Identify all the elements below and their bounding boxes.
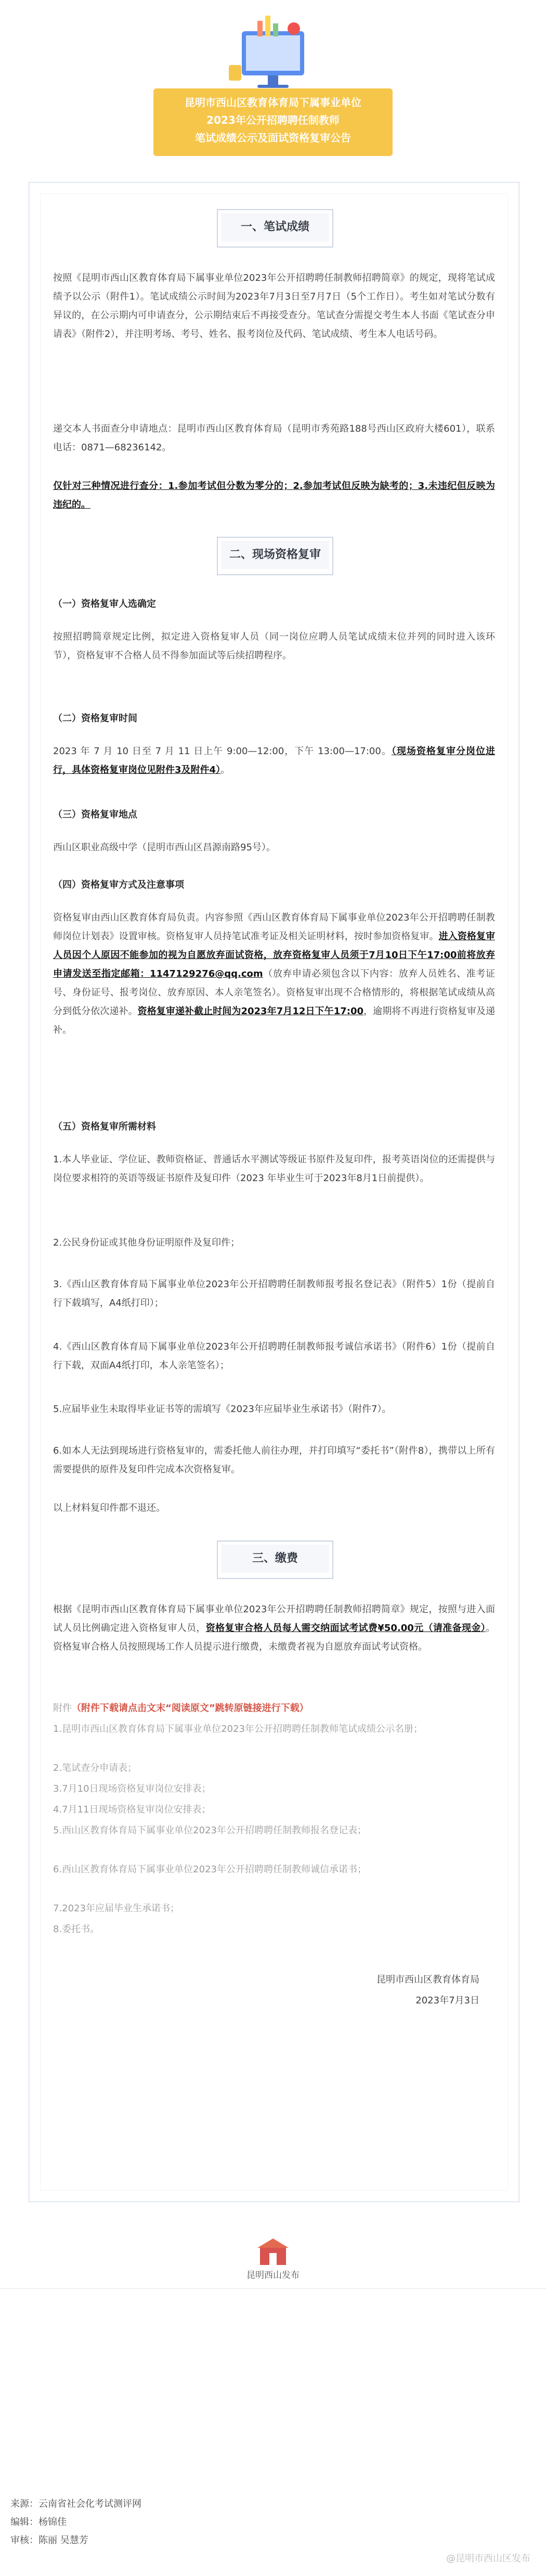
title-line-3: 笔试成绩公示及面试资格复审公告 <box>195 132 351 144</box>
announcement-title <box>153 88 393 156</box>
source-line: 来源：云南省社会化考试测评网 <box>10 2499 141 2509</box>
editor-line: 编辑：杨锦佳 <box>10 2517 67 2528</box>
material-item: 6.如本人无法到现场进行资格复审的，需委托他人前往办理，并打印填写“委托书”（附件8），携带以上所有需要提供的原件及复印件完成本次资格复审。 <box>53 1445 495 1475</box>
email-link[interactable]: 进入资格复审人员因个人原因不能参加的视为自愿放弃面试资格，放弃资格复审人员须于7月10日下午17:00前将放弃申请发送至指定邮箱：1147129276@qq.com <box>53 931 495 979</box>
attachment-item: 2.笔试查分申请表； <box>53 1763 137 1774</box>
attachment-item: 7.2023年应届毕业生承诺书； <box>53 1903 179 1914</box>
section-header-scores <box>217 209 333 248</box>
title-line-1: 昆明市西山区教育体育局下属事业单位 <box>185 96 361 109</box>
material-item: 2.公民身份证或其他身份证明原件及复印件； <box>53 1237 240 1248</box>
attachment-item: 5.西山区教育体育局下属事业单位2023年公开招聘聘任制教师报名登记表； <box>53 1825 367 1836</box>
material-item: 5.应届毕业生未取得毕业证书等的需填写《2023年应届毕业生承诺书》（附件7）。 <box>53 1404 392 1415</box>
payment-paragraph: 根据《昆明市西山区教育体育局下属事业单位2023年公开招聘聘任制教师招聘简章》规定，按照与进入面试人员比例确定进入资格复审人员，资格复审合格人员每人需交纳面试考试费¥50.00元（请准备现金）。资格复审合格人员按照现场工作人员提示进行缴费，未缴费者视为自愿放弃面试考试资格。 <box>53 1604 495 1652</box>
material-note: 以上材料复印件都不退还。 <box>53 1503 165 1513</box>
subsection-title: （五）资格复审所需材料 <box>53 1121 156 1132</box>
attachment-item: 1.昆明市西山区教育体育局下属事业单位2023年公开招聘聘任制教师笔试成绩公示名册； <box>53 1724 423 1734</box>
section-header-payment <box>217 1541 333 1579</box>
content-card <box>29 182 519 2202</box>
review-location-paragraph: 西山区职业高级中学（昆明市西山区昌源南路95号）。 <box>53 842 276 853</box>
publisher-name: 昆明西山发布 <box>246 2270 300 2281</box>
attachment-item: 4.7月11日现场资格复审岗位安排表； <box>53 1804 211 1815</box>
section-header-review <box>217 537 333 575</box>
attachment-item: 3.7月10日现场资格复审岗位安排表； <box>53 1783 211 1794</box>
attachment-item: 8.委托书。 <box>53 1924 100 1935</box>
subsection-title: （一）资格复审人选确定 <box>53 599 156 610</box>
section-title: 二、现场资格复审 <box>229 548 321 561</box>
read-original-hint[interactable]: （附件下载请点击文末“阅读原文”跳转原链接进行下载） <box>72 1703 309 1714</box>
material-item: 4.《西山区教育体育局下属事业单位2023年公开招聘聘任制教师报考诚信承诺书》（附件6）1份（提前自行下载，双面A4纸打印，本人亲笔签名）； <box>53 1341 495 1371</box>
material-item: 3.《西山区教育体育局下属事业单位2023年公开招聘聘任制教师报考报名登记表》（附件5）1份（提前自行下载填写，A4纸打印）； <box>53 1279 495 1309</box>
footer-divider <box>0 2288 546 2289</box>
section-title: 一、笔试成绩 <box>240 221 309 234</box>
appeal-conditions-paragraph: 仅针对三种情况进行查分：1.参加考试但分数为零分的；2.参加考试但反映为缺考的；3.未违纪但反映为违纪的。 <box>53 481 495 510</box>
review-time-paragraph: 2023 年 7 月 10 日至 7 月 11 日上午 9:00—12:00，下午 13:00—17:00。（现场资格复审分岗位进行，具体资格复审岗位见附件3及附件4）。 <box>53 746 496 775</box>
watermark-text: @昆明市西山区发布 <box>446 2553 530 2564</box>
material-item: 1.本人毕业证、学位证、教师资格证、普通话水平测试等级证书原件及复印件，报考英语岗位的还需提供与岗位要求相符的英语等级证书原件及复印件（2023 年毕业生可于2023年8月1日前提供）。 <box>53 1154 495 1184</box>
reviewer-line: 审核：陈丽 吴慧芳 <box>10 2535 88 2546</box>
title-line-2: 2023年公开招聘聘任制教师 <box>206 114 340 126</box>
xishan-logo-icon <box>255 2236 291 2268</box>
appeal-address-paragraph: 递交本人书面查分申请地点：昆明市西山区教育体育局（昆明市秀苑路188号西山区政府大楼601），联系电话：0871—68236142。 <box>53 423 495 453</box>
attachments-header: 附件（附件下载请点击文末“阅读原文”跳转原链接进行下载） <box>53 1703 309 1714</box>
review-candidates-paragraph: 按照招聘简章规定比例，拟定进入资格复审人员（同一岗位应聘人员笔试成绩末位并列的同时进入该环节），资格复审不合格人员不得参加面试等后续招聘程序。 <box>53 631 495 661</box>
header-banner <box>0 0 546 156</box>
review-method-paragraph: 资格复审由西山区教育体育局负责。内容参照《西山区教育体育局下属事业单位2023年公开招聘聘任制教师岗位计划表》设置审核。资格复审人员持笔试准考证及相关证明材料，按时参加资格复审。进入资格复审人员因个人原因不能参加的视为自愿放弃面试资格，放弃资格复审人员须于7月10日下午17:00前将放弃申请发送至指定邮箱：1147129276@qq.com（放弃申请必须包含以下内容：放弃人员姓名、准考证号、身份证号、报考岗位、放弃原因、本人亲笔签名）。资格复审出现不合格情形的，将根据笔试成绩从高分到低分依次递补。资格复审递补截止时间为2023年7月12日下午17:00，逾期将不再进行资格复审及递补。 <box>53 912 496 1035</box>
attachment-item: 6.西山区教育体育局下属事业单位2023年公开招聘聘任制教师诚信承诺书； <box>53 1864 367 1875</box>
subsection-title: （四）资格复审方式及注意事项 <box>53 879 184 890</box>
subsection-title: （三）资格复审地点 <box>53 809 137 820</box>
signature-date: 2023年7月3日 <box>415 1995 479 2006</box>
scores-paragraph: 按照《昆明市西山区教育体育局下属事业单位2023年公开招聘聘任制教师招聘简章》的规定，现将笔试成绩予以公示（附件1）。笔试成绩公示时间为2023年7月3日至7月7日（5个工作日）。考生如对笔试分数有异议的，在公示期内可申请查分，公示期结束后不再接受查分。笔试查分需提交考生本人书面《笔试查分申请表》（附件2），并注明考场、考号、姓名、报考岗位及代码、笔试成绩、考生本人电话号码。 <box>53 273 495 340</box>
signature-org: 昆明市西山区教育体育局 <box>376 1974 479 1985</box>
monitor-illustration-icon <box>229 16 317 94</box>
subsection-title: （二）资格复审时间 <box>53 713 137 724</box>
section-title: 三、缴费 <box>252 1552 298 1565</box>
